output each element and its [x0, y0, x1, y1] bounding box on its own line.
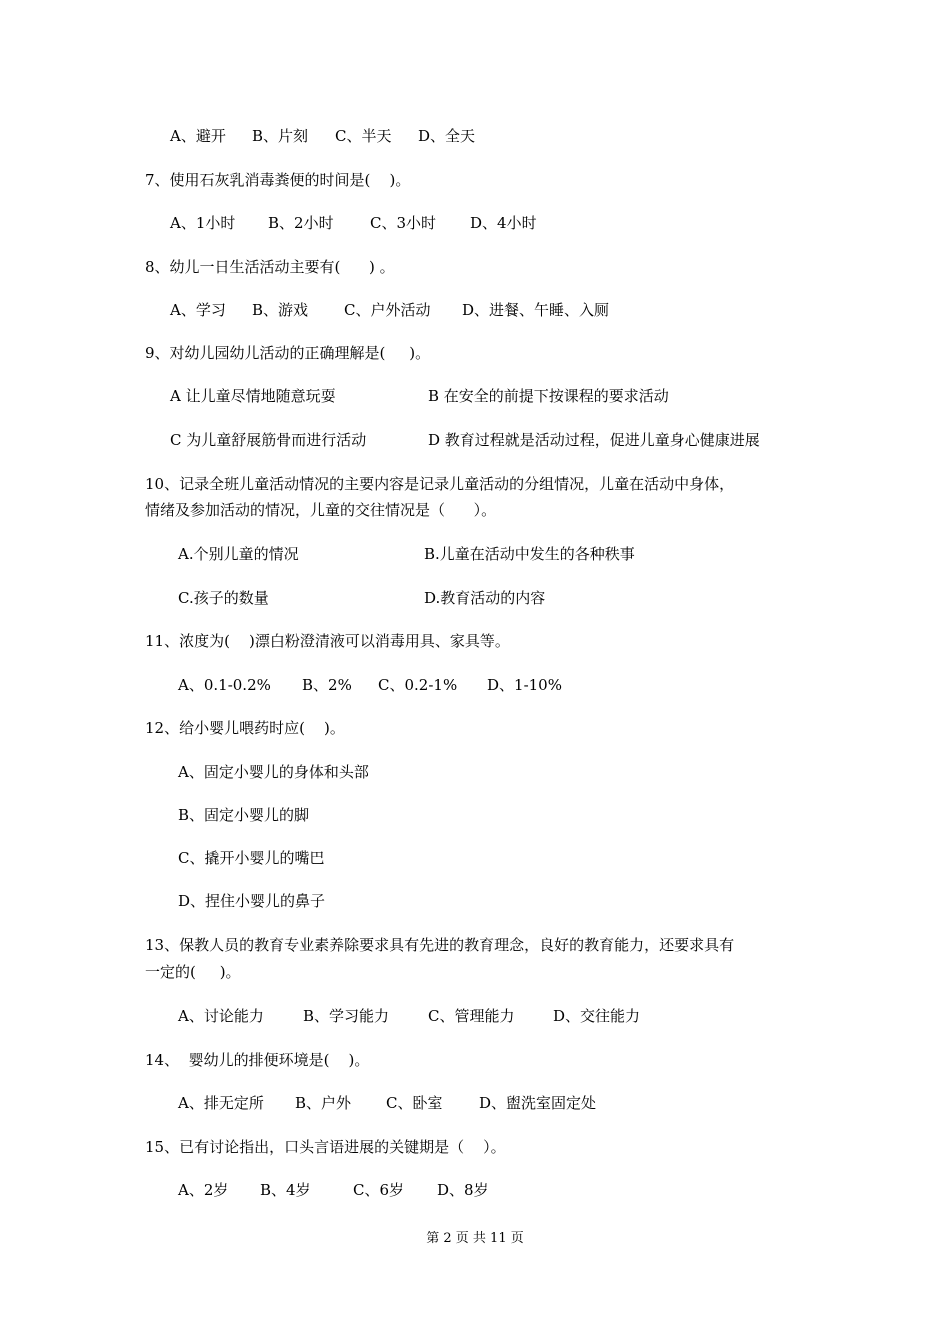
- q8-option-a: A、学习: [170, 301, 226, 319]
- q13-option-b: B、学习能力: [303, 1007, 390, 1025]
- q7-stem: 7、使用石灰乳消毒粪便的时间是( )。: [145, 171, 411, 189]
- q14-option-c: C、卧室: [386, 1094, 443, 1112]
- q6-option-c: C、半天: [335, 127, 392, 145]
- q6-option-a: A、避开: [170, 127, 226, 145]
- q15-stem: 15、已有讨论指出，口头言语进展的关键期是（ ）。: [145, 1138, 506, 1156]
- q7-option-a: A、1小时: [170, 214, 236, 232]
- q9-stem: 9、对幼儿园幼儿活动的正确理解是( )。: [145, 344, 431, 362]
- q12-option-a: A、固定小婴儿的身体和头部: [178, 763, 369, 781]
- q11-option-b: B、2%: [302, 676, 352, 694]
- q6-option-d: D、全天: [418, 127, 476, 145]
- q15-option-d: D、8岁: [437, 1181, 489, 1199]
- q10-option-a: A.个别儿童的情况: [178, 545, 299, 563]
- q11-stem: 11、浓度为( )漂白粉澄清液可以消毒用具、家具等。: [145, 632, 510, 650]
- q10-stem-line1: 10、记录全班儿童活动情况的主要内容是记录儿童活动的分组情况，儿童在活动中身体，: [145, 475, 735, 493]
- q9-option-c: C 为儿童舒展筋骨而进行活动: [170, 431, 367, 449]
- q9-option-d: D 教育过程就是活动过程，促进儿童身心健康进展: [428, 431, 760, 449]
- q11-option-c: C、0.2-1%: [378, 676, 458, 694]
- q13-option-a: A、讨论能力: [178, 1007, 264, 1025]
- q8-option-c: C、户外活动: [344, 301, 431, 319]
- q12-option-b: B、固定小婴儿的脚: [178, 806, 310, 824]
- q14-option-b: B、户外: [295, 1094, 352, 1112]
- q10-option-d: D.教育活动的内容: [424, 589, 546, 607]
- q9-option-b: B 在安全的前提下按课程的要求活动: [428, 387, 669, 405]
- q7-option-b: B、2小时: [268, 214, 334, 232]
- q12-option-d: D、捏住小婴儿的鼻子: [178, 892, 326, 910]
- q8-option-d: D、进餐、午睡、入厕: [462, 301, 610, 319]
- q6-option-b: B、片刻: [252, 127, 309, 145]
- q11-option-d: D、1-10%: [487, 676, 562, 694]
- q9-option-a: A 让儿童尽情地随意玩耍: [170, 387, 336, 405]
- q7-option-d: D、4小时: [470, 214, 537, 232]
- q8-option-b: B、游戏: [252, 301, 309, 319]
- q11-option-a: A、0.1-0.2%: [178, 676, 271, 694]
- q12-stem: 12、给小婴儿喂药时应( )。: [145, 719, 345, 737]
- q10-option-b: B.儿童在活动中发生的各种秩事: [424, 545, 635, 563]
- q13-stem-line1: 13、保教人员的教育专业素养除要求具有先进的教育理念，良好的教育能力，还要求具有: [145, 936, 735, 954]
- page-footer: 第 2 页 共 11 页: [426, 1231, 524, 1246]
- q15-option-c: C、6岁: [353, 1181, 405, 1199]
- q13-option-d: D、交往能力: [553, 1007, 641, 1025]
- q14-option-d: D、盥洗室固定处: [479, 1094, 597, 1112]
- q8-stem: 8、幼儿一日生活活动主要有( ) 。: [145, 258, 395, 276]
- q7-option-c: C、3小时: [370, 214, 437, 232]
- q14-stem: 14、 婴幼儿的排便环境是( )。: [145, 1051, 370, 1069]
- q13-stem-line2: 一定的( )。: [145, 963, 241, 981]
- q15-option-b: B、4岁: [260, 1181, 311, 1199]
- q13-option-c: C、管理能力: [428, 1007, 515, 1025]
- q10-stem-line2: 情绪及参加活动的情况，儿童的交往情况是（ ）。: [145, 501, 497, 519]
- q15-option-a: A、2岁: [178, 1181, 229, 1199]
- q10-option-c: C.孩子的数量: [178, 589, 269, 607]
- q14-option-a: A、排无定所: [178, 1094, 264, 1112]
- q12-option-c: C、撬开小婴儿的嘴巴: [178, 849, 325, 867]
